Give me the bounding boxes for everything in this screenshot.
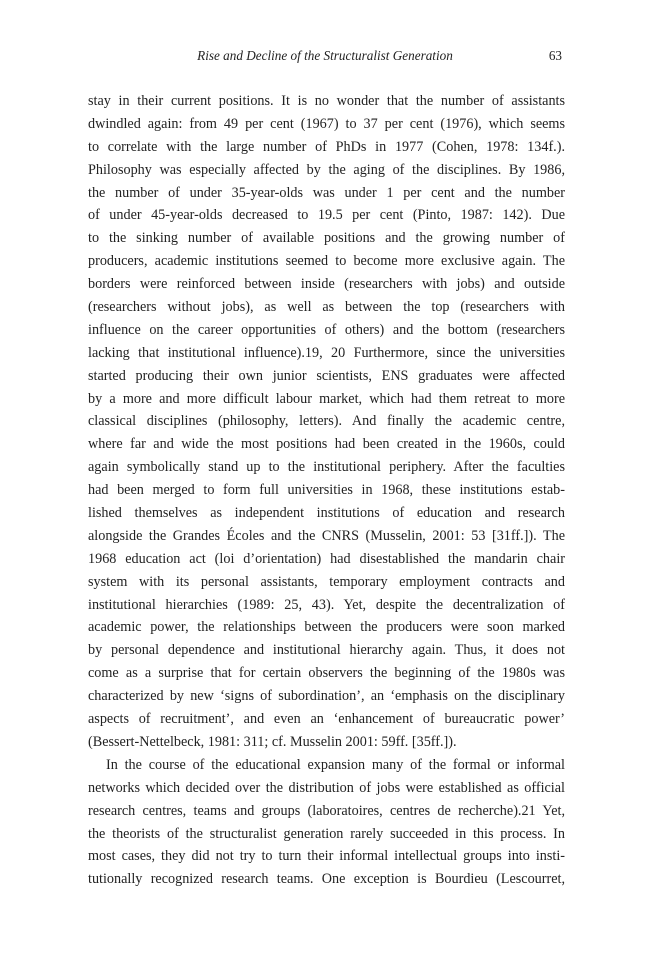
- text-line: lacking that institutional influence).19, 20 Furthermore, since the universities: [88, 344, 565, 361]
- text-line: by personal dependence and institutional hierarchy again. Thus, it does not: [88, 642, 565, 659]
- text-line: aspects of recruitment’, and even an ‘enhancement of bureaucratic power’: [88, 711, 565, 728]
- text-line: most cases, they did not try to turn their informal intellectual groups into insti-: [88, 848, 565, 865]
- text-line: by a more and more difficult labour market, which had them retreat to more: [88, 390, 565, 407]
- text-line: alongside the Grandes Écoles and the CNRS (Musselin, 2001: 53 [31ff.]). The: [88, 527, 565, 544]
- text-line: borders were reinforced between inside (researchers with jobs) and outside: [88, 276, 565, 293]
- text-line: (researchers without jobs), as well as between the top (researchers with: [88, 299, 565, 316]
- text-line: system with its personal assistants, temporary employment contracts and: [88, 573, 565, 590]
- text-line: to the sinking number of available positions and the growing number of: [88, 230, 565, 247]
- text-line: lished themselves as independent institutions of education and research: [88, 505, 565, 522]
- text-line: again symbolically stand up to the institutional periphery. After the faculties: [88, 459, 565, 476]
- page-number: 63: [548, 48, 562, 63]
- text-line: where far and wide the most positions had been created in the 1960s, could: [88, 436, 565, 453]
- text-line: had been merged to form full universities in 1968, these institutions estab-: [88, 482, 565, 499]
- text-line: 1968 education act (loi d’orientation) had disestablished the mandarin chair: [88, 550, 565, 567]
- text-line: influence on the career opportunities of others) and the bottom (researchers: [88, 321, 565, 338]
- text-line: networks which decided over the distribution of jobs were established as official: [88, 779, 565, 796]
- text-line: classical disciplines (philosophy, letters). And finally the academic centre,: [88, 413, 565, 430]
- text-line: of under 45-year-olds decreased to 19.5 per cent (Pinto, 1987: 142). Due: [88, 207, 565, 224]
- text-line: characterized by new ‘signs of subordination’, an ‘emphasis on the disciplinary: [88, 688, 565, 705]
- text-line: the theorists of the structuralist generation rarely succeeded in this process. In: [88, 825, 565, 842]
- text-line: tutionally recognized research teams. One exception is Bourdieu (Lescourret,: [88, 871, 565, 888]
- text-line: In the course of the educational expansion many of the formal or informal: [106, 756, 565, 773]
- text-line: stay in their current positions. It is no wonder that the number of assistants: [88, 93, 565, 109]
- text-line: academic power, the relationships between the producers were soon marked: [88, 619, 565, 636]
- text-line: the number of under 35-year-olds was under 1 per cent and the number: [88, 184, 565, 201]
- paragraph-2: [88, 754, 565, 891]
- text-line: producers, academic institutions seemed to become more exclusive again. The: [88, 253, 565, 270]
- paragraph-1: [88, 90, 565, 754]
- text-line: come as a surprise that for certain observers the beginning of the 1980s was: [88, 665, 565, 682]
- text-line: research centres, teams and groups (laboratoires, centres de recherche).21 Yet,: [88, 802, 565, 819]
- text-line: (Bessert-Nettelbeck, 1981: 311; cf. Musselin 2001: 59ff. [35ff.]).: [88, 733, 457, 750]
- text-line: dwindled again: from 49 per cent (1967) to 37 per cent (1976), which seems: [88, 115, 565, 132]
- running-title: Rise and Decline of the Structuralist Generation: [197, 48, 453, 63]
- text-line: to correlate with the large number of PhDs in 1977 (Cohen, 1978: 134f.).: [88, 138, 565, 155]
- text-line: started producing their own junior scientists, ENS graduates were affected: [88, 367, 565, 384]
- body-text: [88, 90, 565, 891]
- running-head: [88, 47, 562, 65]
- text-line: Philosophy was especially affected by the aging of the disciplines. By 1986,: [88, 161, 565, 178]
- text-line: institutional hierarchies (1989: 25, 43). Yet, despite the decentralization of: [88, 596, 565, 613]
